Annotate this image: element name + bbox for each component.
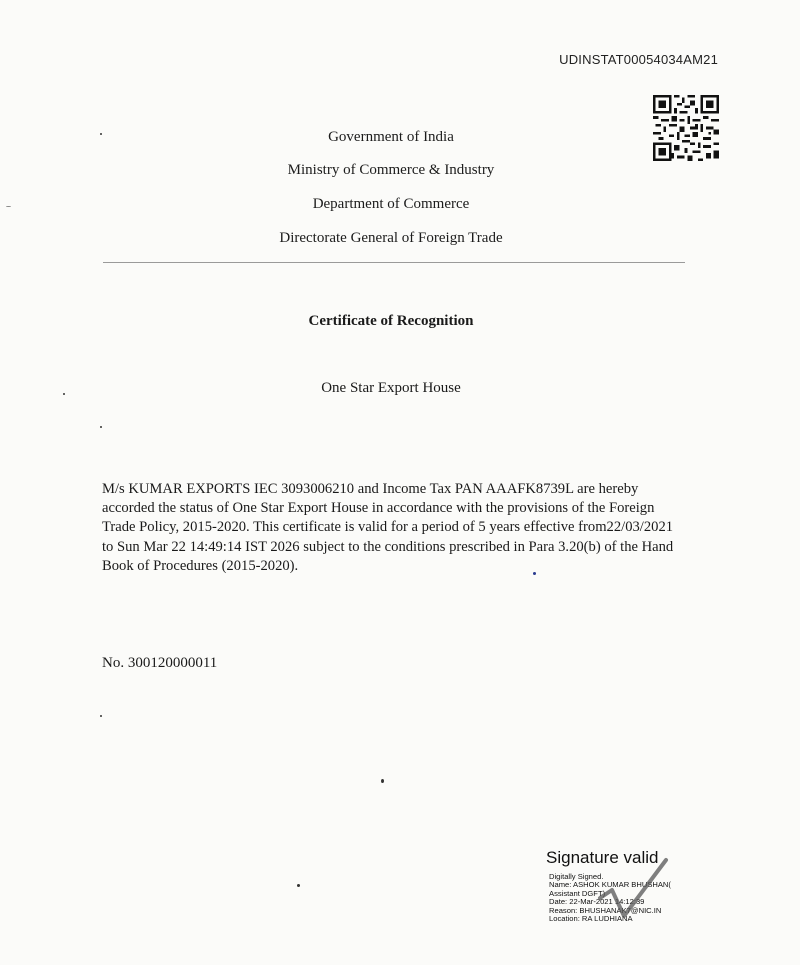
checkmark-icon — [596, 856, 672, 924]
signature-detail-line: Digitally Signed. — [549, 872, 604, 881]
body-line: M/s KUMAR EXPORTS IEC 3093006210 and Income Tax PAN AAAFK8739L are hereby — [102, 481, 639, 497]
certificate-title: Certificate of Recognition — [308, 313, 474, 329]
export-house-status: One Star Export House — [321, 380, 461, 396]
signature-detail-line: Date: 22-Mar-2021 14:12:39 — [549, 897, 645, 907]
scan-speck — [100, 715, 102, 717]
scan-speck — [6, 206, 11, 207]
header-ministry: Ministry of Commerce & Industry — [287, 162, 495, 178]
body-line: to Sun Mar 22 14:49:14 IST 2026 subject to the conditions prescribed in Para 3.20(b) of the Hand — [102, 538, 674, 555]
body-line: Trade Policy, 2015-2020. This certificate is valid for a period of 5 years effective from22/03/2021 — [102, 519, 674, 536]
signature-status: Signature valid — [546, 848, 659, 867]
udin-number: UDINSTAT00054034AM21 — [559, 52, 718, 67]
certificate-body — [102, 480, 692, 576]
qr-code-icon — [651, 95, 721, 161]
scan-speck — [533, 572, 536, 575]
scan-speck — [100, 133, 102, 135]
header-department: Department of Commerce — [312, 196, 470, 212]
certificate-number: No. 300120000011 — [102, 655, 218, 671]
header-divider — [103, 262, 685, 263]
scan-speck — [381, 779, 384, 783]
signature-detail-line: Reason: BHUSHANAK7@NIC.IN — [549, 905, 662, 915]
body-line: accorded the status of One Star Export House in accordance with the provisions of the Foreign — [102, 500, 655, 517]
scan-speck — [100, 426, 102, 428]
digital-signature-block — [540, 848, 710, 928]
signature-detail-line: Name: ASHOK KUMAR BHUSHAN( — [549, 880, 671, 890]
header-directorate: Directorate General of Foreign Trade — [279, 230, 503, 246]
scan-speck — [297, 884, 300, 887]
scan-speck — [63, 393, 65, 395]
header-government: Government of India — [328, 129, 454, 145]
signature-detail-line: Location: RA LUDHIANA — [549, 914, 633, 924]
body-line: Book of Procedures (2015-2020). — [102, 557, 299, 574]
signature-detail-line: Assistant DGFT) — [549, 888, 606, 898]
